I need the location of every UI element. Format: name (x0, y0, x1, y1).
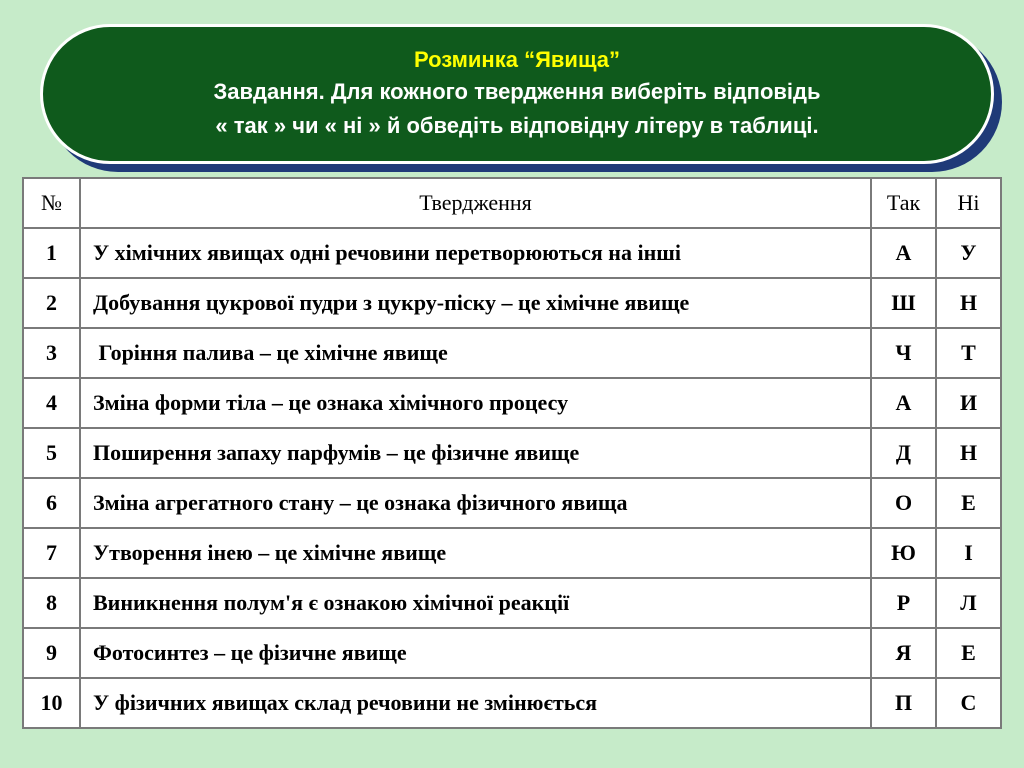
table-row (23, 678, 1001, 728)
row-statement: Поширення запаху парфумів – це фізичне явище (80, 428, 871, 478)
task-line-1: Завдання. Для кожного твердження виберіть відповідь (213, 79, 821, 104)
answer-yes-letter[interactable]: Ч (871, 328, 936, 378)
row-number: 2 (23, 278, 80, 328)
table-row (23, 578, 1001, 628)
banner-title: Розминка “Явища” (413, 47, 621, 72)
table-row (23, 478, 1001, 528)
row-number: 10 (23, 678, 80, 728)
answer-yes-letter[interactable]: П (871, 678, 936, 728)
row-number: 4 (23, 378, 80, 428)
row-statement: У фізичних явищах склад речовини не змінюється (80, 678, 871, 728)
answer-no-letter[interactable]: И (936, 378, 1001, 428)
row-statement: Добування цукрової пудри з цукру-піску – це хімічне явище (80, 278, 871, 328)
row-statement: Виникнення полум'я є ознакою хімічної реакції (80, 578, 871, 628)
table-header-row (23, 178, 1001, 228)
answer-yes-letter[interactable]: А (871, 378, 936, 428)
row-number: 8 (23, 578, 80, 628)
statements-table (22, 177, 1002, 729)
answer-yes-letter[interactable]: Ю (871, 528, 936, 578)
row-statement: Зміна форми тіла – це ознака хімічного процесу (80, 378, 871, 428)
table-row (23, 628, 1001, 678)
answer-no-letter[interactable]: С (936, 678, 1001, 728)
answer-yes-letter[interactable]: Ш (871, 278, 936, 328)
table-row (23, 328, 1001, 378)
answer-yes-letter[interactable]: Я (871, 628, 936, 678)
table-row (23, 378, 1001, 428)
row-number: 3 (23, 328, 80, 378)
answer-yes-letter[interactable]: Р (871, 578, 936, 628)
answer-no-letter[interactable]: І (936, 528, 1001, 578)
table-row (23, 428, 1001, 478)
header-yes: Так (871, 178, 936, 228)
row-statement: У хімічних явищах одні речовини перетворюються на інші (80, 228, 871, 278)
header-number: № (23, 178, 80, 228)
row-number: 9 (23, 628, 80, 678)
answer-no-letter[interactable]: Е (936, 478, 1001, 528)
answer-no-letter[interactable]: Т (936, 328, 1001, 378)
row-number: 6 (23, 478, 80, 528)
answer-yes-letter[interactable]: А (871, 228, 936, 278)
row-statement: Зміна агрегатного стану – це ознака фізичного явища (80, 478, 871, 528)
row-statement: Утворення інею – це хімічне явище (80, 528, 871, 578)
answer-no-letter[interactable]: У (936, 228, 1001, 278)
table-row (23, 278, 1001, 328)
row-statement: Горіння палива – це хімічне явище (80, 328, 871, 378)
header-statement: Твердження (80, 178, 871, 228)
table-row (23, 528, 1001, 578)
row-number: 1 (23, 228, 80, 278)
answer-no-letter[interactable]: Н (936, 428, 1001, 478)
answer-no-letter[interactable]: Н (936, 278, 1001, 328)
answer-no-letter[interactable]: Л (936, 578, 1001, 628)
row-statement: Фотосинтез – це фізичне явище (80, 628, 871, 678)
task-line-2: « так » чи « ні » й обведіть відповідну літеру в таблиці. (215, 113, 819, 138)
task-banner (40, 24, 994, 164)
row-number: 5 (23, 428, 80, 478)
answer-yes-letter[interactable]: Д (871, 428, 936, 478)
header-no: Ні (936, 178, 1001, 228)
answer-no-letter[interactable]: Е (936, 628, 1001, 678)
row-number: 7 (23, 528, 80, 578)
answer-yes-letter[interactable]: О (871, 478, 936, 528)
table-row (23, 228, 1001, 278)
